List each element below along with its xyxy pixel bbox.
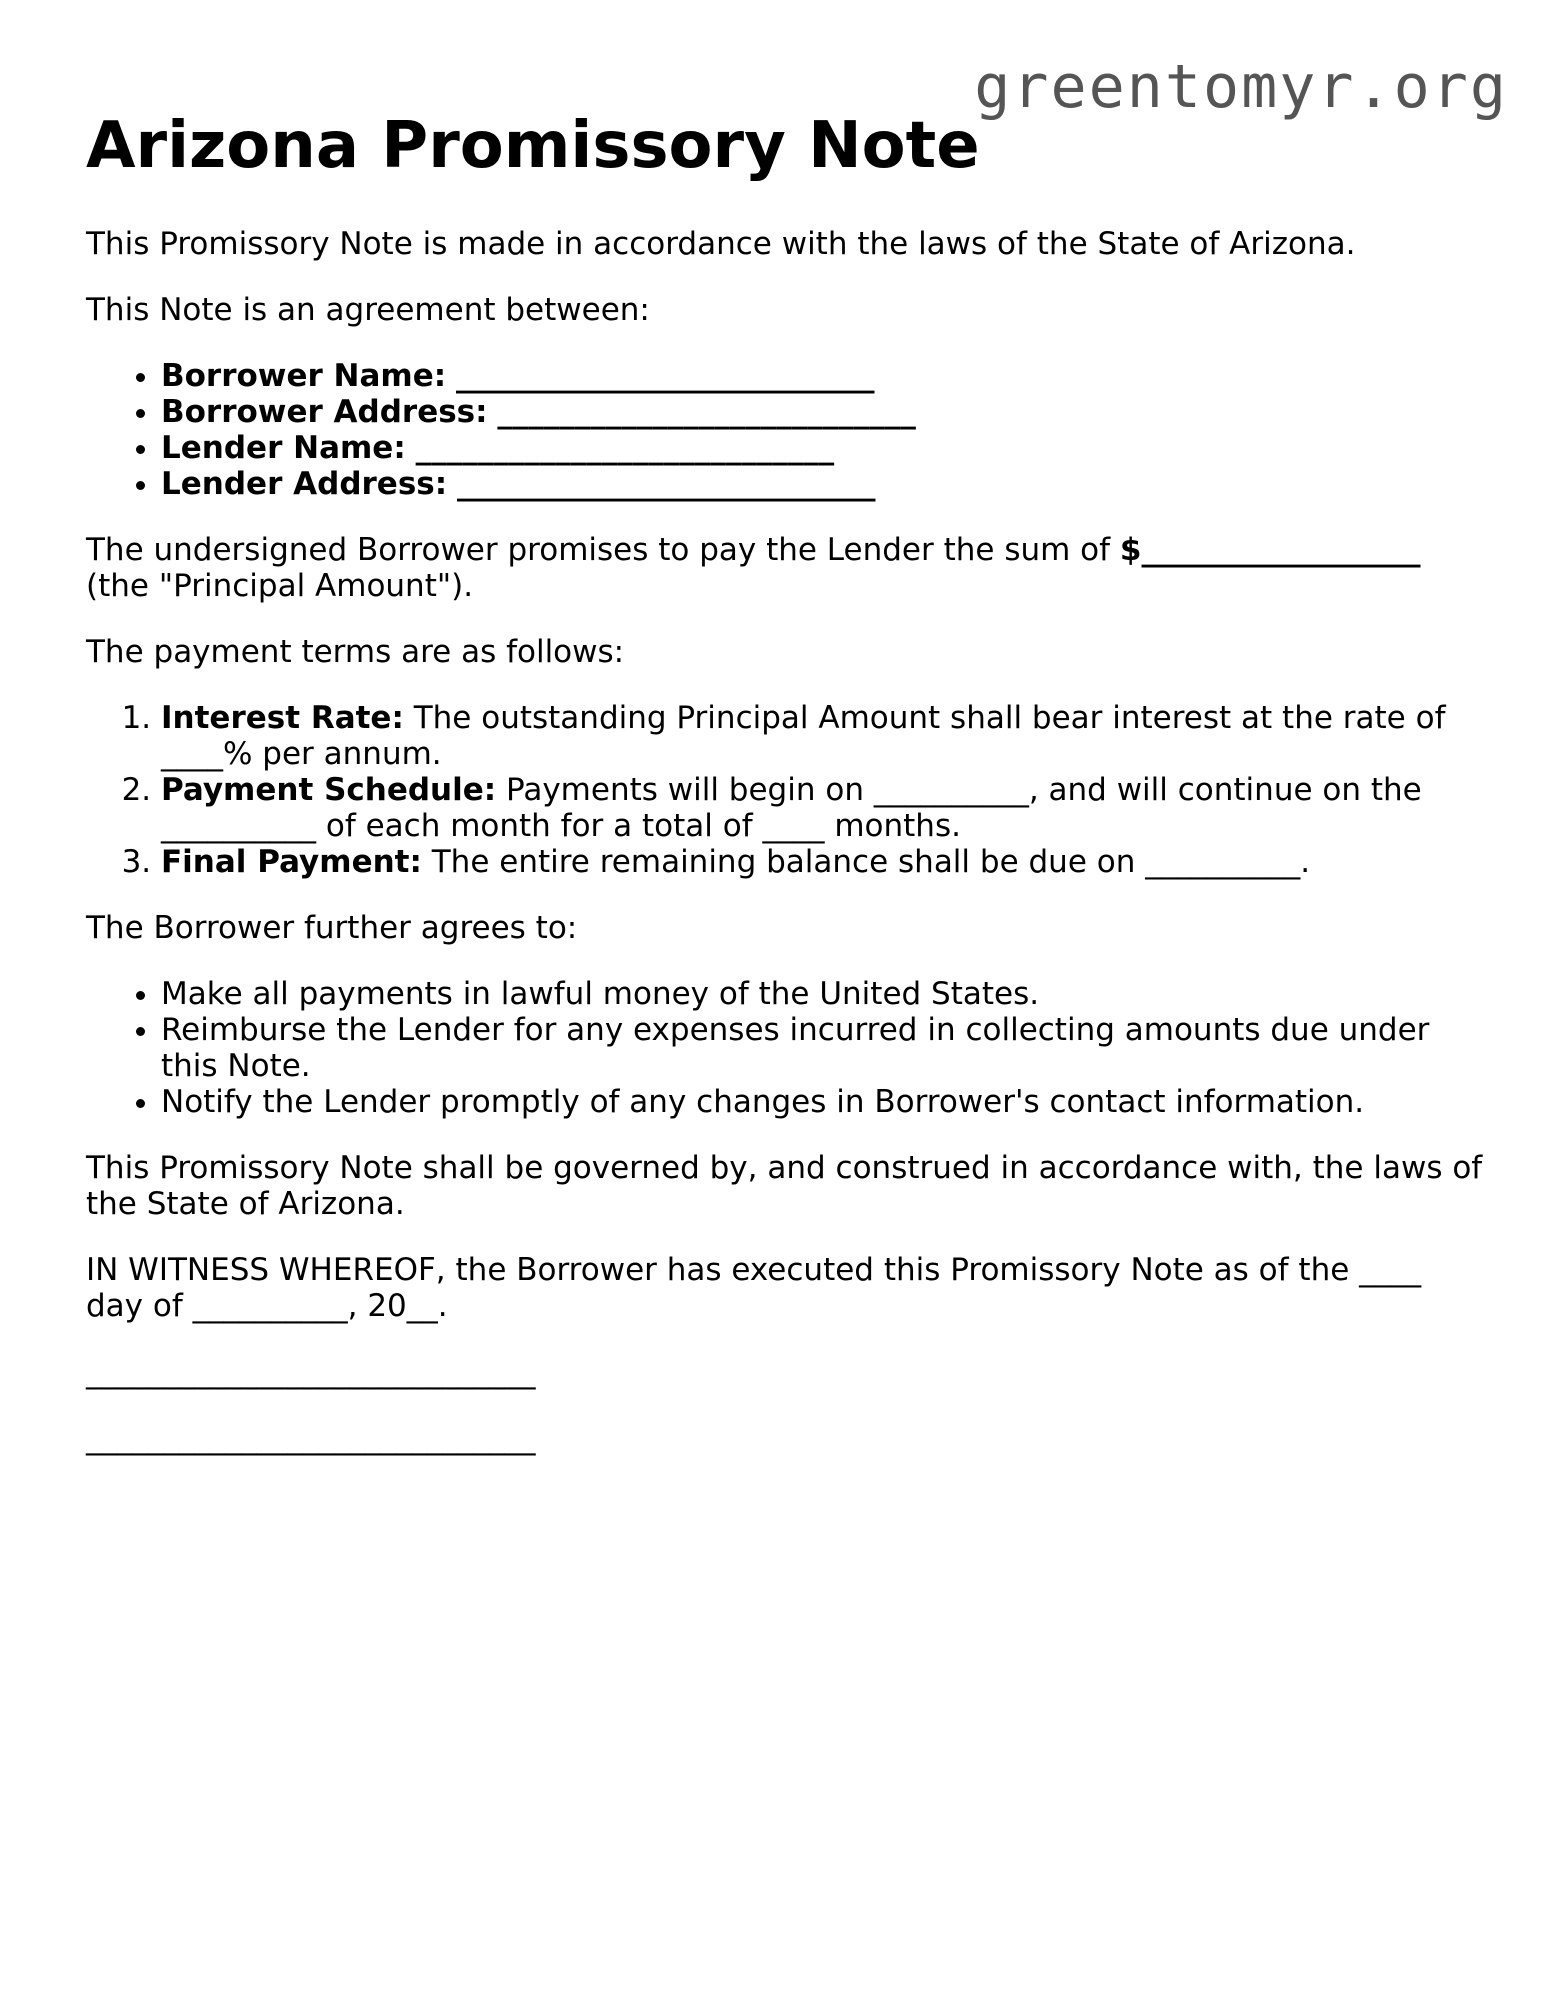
principal-text: The undersigned Borrower promises to pay the Lender the sum of (86, 532, 1120, 568)
principal-amount-blank: $__________________ (1119, 532, 1421, 568)
watermark-text: greentomyr.org (974, 52, 1508, 122)
party-blank: ___________________________ (457, 466, 876, 502)
principal-paragraph (86, 532, 1486, 604)
term-text: The outstanding Principal Amount shall bear interest at the rate of ____% per annum. (161, 700, 1446, 772)
payment-terms-lead: The payment terms are as follows: (86, 634, 625, 670)
party-lender-address (161, 466, 1486, 502)
party-borrower-address (161, 394, 1486, 430)
payment-term-interest (161, 700, 1486, 772)
intro-paragraph: This Promissory Note is made in accordance with the laws of the State of Arizona. (86, 226, 1356, 262)
agrees-list (86, 976, 1486, 1120)
party-borrower-name (161, 358, 1486, 394)
signature-line: _____________________________ (86, 1354, 536, 1390)
document-page (86, 108, 1486, 1486)
agrees-item: • Make all payments in lawful money of the United States. (161, 976, 1486, 1012)
parties-list (86, 358, 1486, 502)
agrees-item: • Reimburse the Lender for any expenses incurred in collecting amounts due under this Note. (161, 1012, 1486, 1084)
term-text: The entire remaining balance shall be due on __________. (421, 844, 1311, 880)
witness-paragraph: IN WITNESS WHEREOF, the Borrower has executed this Promissory Note as of the ____ day of __________, 20__. (86, 1252, 1422, 1324)
party-label: Borrower Name: (161, 358, 447, 394)
party-blank: ___________________________ (415, 430, 835, 466)
principal-suffix: (the "Principal Amount"). (86, 568, 474, 604)
agreement-lead: This Note is an agreement between: (86, 292, 650, 328)
party-blank: ___________________________ (456, 358, 875, 394)
party-label: Lender Name: (161, 430, 406, 466)
agrees-item: • Notify the Lender promptly of any changes in Borrower's contact information. (161, 1084, 1486, 1120)
payment-term-schedule (161, 772, 1486, 844)
term-label: Payment Schedule: (161, 772, 497, 808)
party-blank: ___________________________ (497, 394, 916, 430)
document-title: Arizona Promissory Note (86, 109, 980, 183)
term-label: Interest Rate: (161, 700, 404, 736)
agrees-lead: The Borrower further agrees to: (86, 910, 578, 946)
party-label: Lender Address: (161, 466, 448, 502)
governing-law-paragraph: This Promissory Note shall be governed by, and construed in accordance with, the laws of the State of Arizona. (86, 1150, 1483, 1222)
payment-terms-list (86, 700, 1486, 880)
payment-term-final (161, 844, 1486, 880)
party-lender-name (161, 430, 1486, 466)
party-label: Borrower Address: (161, 394, 488, 430)
term-label: Final Payment: (161, 844, 422, 880)
term-text: Payments will begin on __________, and will continue on the __________ of each month for a total of ____ months. (161, 772, 1422, 844)
signature-line: _____________________________ (86, 1420, 536, 1456)
